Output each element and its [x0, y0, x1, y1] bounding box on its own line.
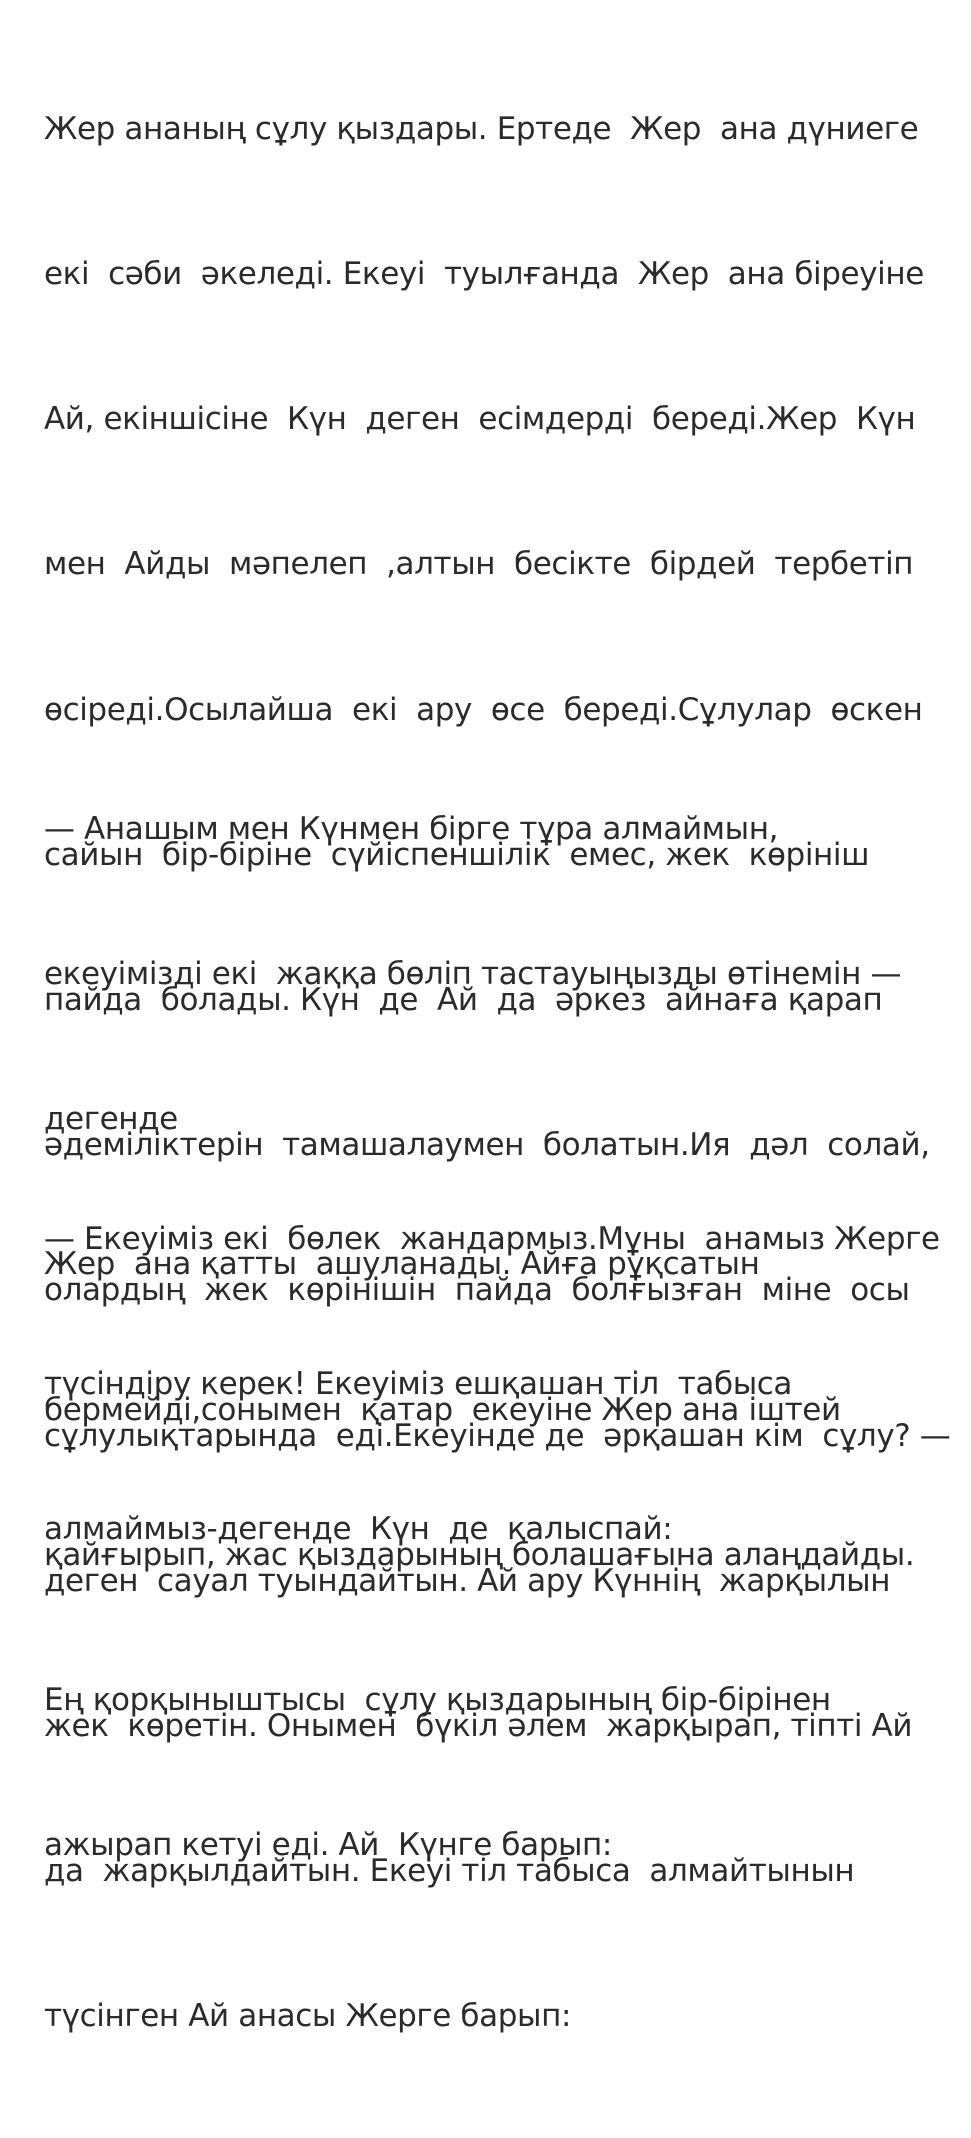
text-line: екі сәби әкеледі. Екеуі туылғанда Жер ана біреуіне	[44, 256, 924, 293]
text-line: өсіреді.Осылайша екі ару өсе береді.Сұлулар өскен	[44, 691, 923, 728]
text-line: ажырап кетуі еді. Ай Күнге барып:	[44, 1827, 612, 1864]
text-line: пайда болады. Күн де Ай да әркез айнаға қарап	[44, 982, 883, 1019]
text-line: Ай, екіншісіне Күн деген есімдерді береді.Жер Күн	[44, 401, 916, 438]
text-line: Жер ананың сұлу қыздары. Ертеде Жер ана дүниеге	[44, 110, 919, 147]
text-line: жек көретін. Онымен бүкіл әлем жарқырап, тіпті Ай	[44, 1708, 913, 1745]
text-line: олардың жек көрінішін пайда болғызған міне осы	[44, 1272, 910, 1309]
text-line: деген сауал туындайтын. Ай ару Күннің жарқылын	[44, 1562, 891, 1599]
text-line: — Екеуіміз екі бөлек жандармыз.Мұны анамыз Жерге	[44, 1220, 940, 1257]
text-line: қайғырып, жас қыздарының болашағына алаңдайды.	[44, 1536, 915, 1573]
text-line: әдеміліктерін тамашалаумен болатын.Ия дәл солай,	[44, 1127, 930, 1164]
text-line: Ең қорқыныштысы сұлу қыздарының бір-бірінен	[44, 1682, 831, 1719]
text-line: сұлулықтарында еді.Екеуінде де әрқашан кім сұлу? —	[44, 1417, 951, 1454]
text-line: — Анашым мен Күнмен бірге тұра алмаймын,	[44, 810, 779, 847]
text-line: сайын бір-біріне сүйіспеншілік емес, жек көрініш	[44, 836, 870, 873]
text-line: бермейді,сонымен қатар екеуіне Жер ана іштей	[44, 1391, 841, 1428]
text-line: да жарқылдайтын. Екеуі тіл табыса алмайтынын	[44, 1853, 855, 1890]
text-line: мен Айды мәпелеп ,алтын бесікте бірдей тербетіп	[44, 546, 914, 583]
text-line: Жер ана қатты ашуланады. Айға рұқсатын	[44, 1246, 760, 1283]
text-line: екеуімізді екі жаққа бөліп тастауыңызды өтінемін —	[44, 956, 902, 993]
text-line: дегенде	[44, 1101, 178, 1138]
text-line: алмаймыз-дегенде Күн де қалыспай:	[44, 1511, 673, 1548]
text-line: түсіндіру керек! Екеуіміз ешқашан тіл табыса	[44, 1366, 793, 1403]
paragraph-3	[44, 1118, 964, 1650]
text-line: түсінген Ай анасы Жерге барып:	[44, 1998, 571, 2035]
